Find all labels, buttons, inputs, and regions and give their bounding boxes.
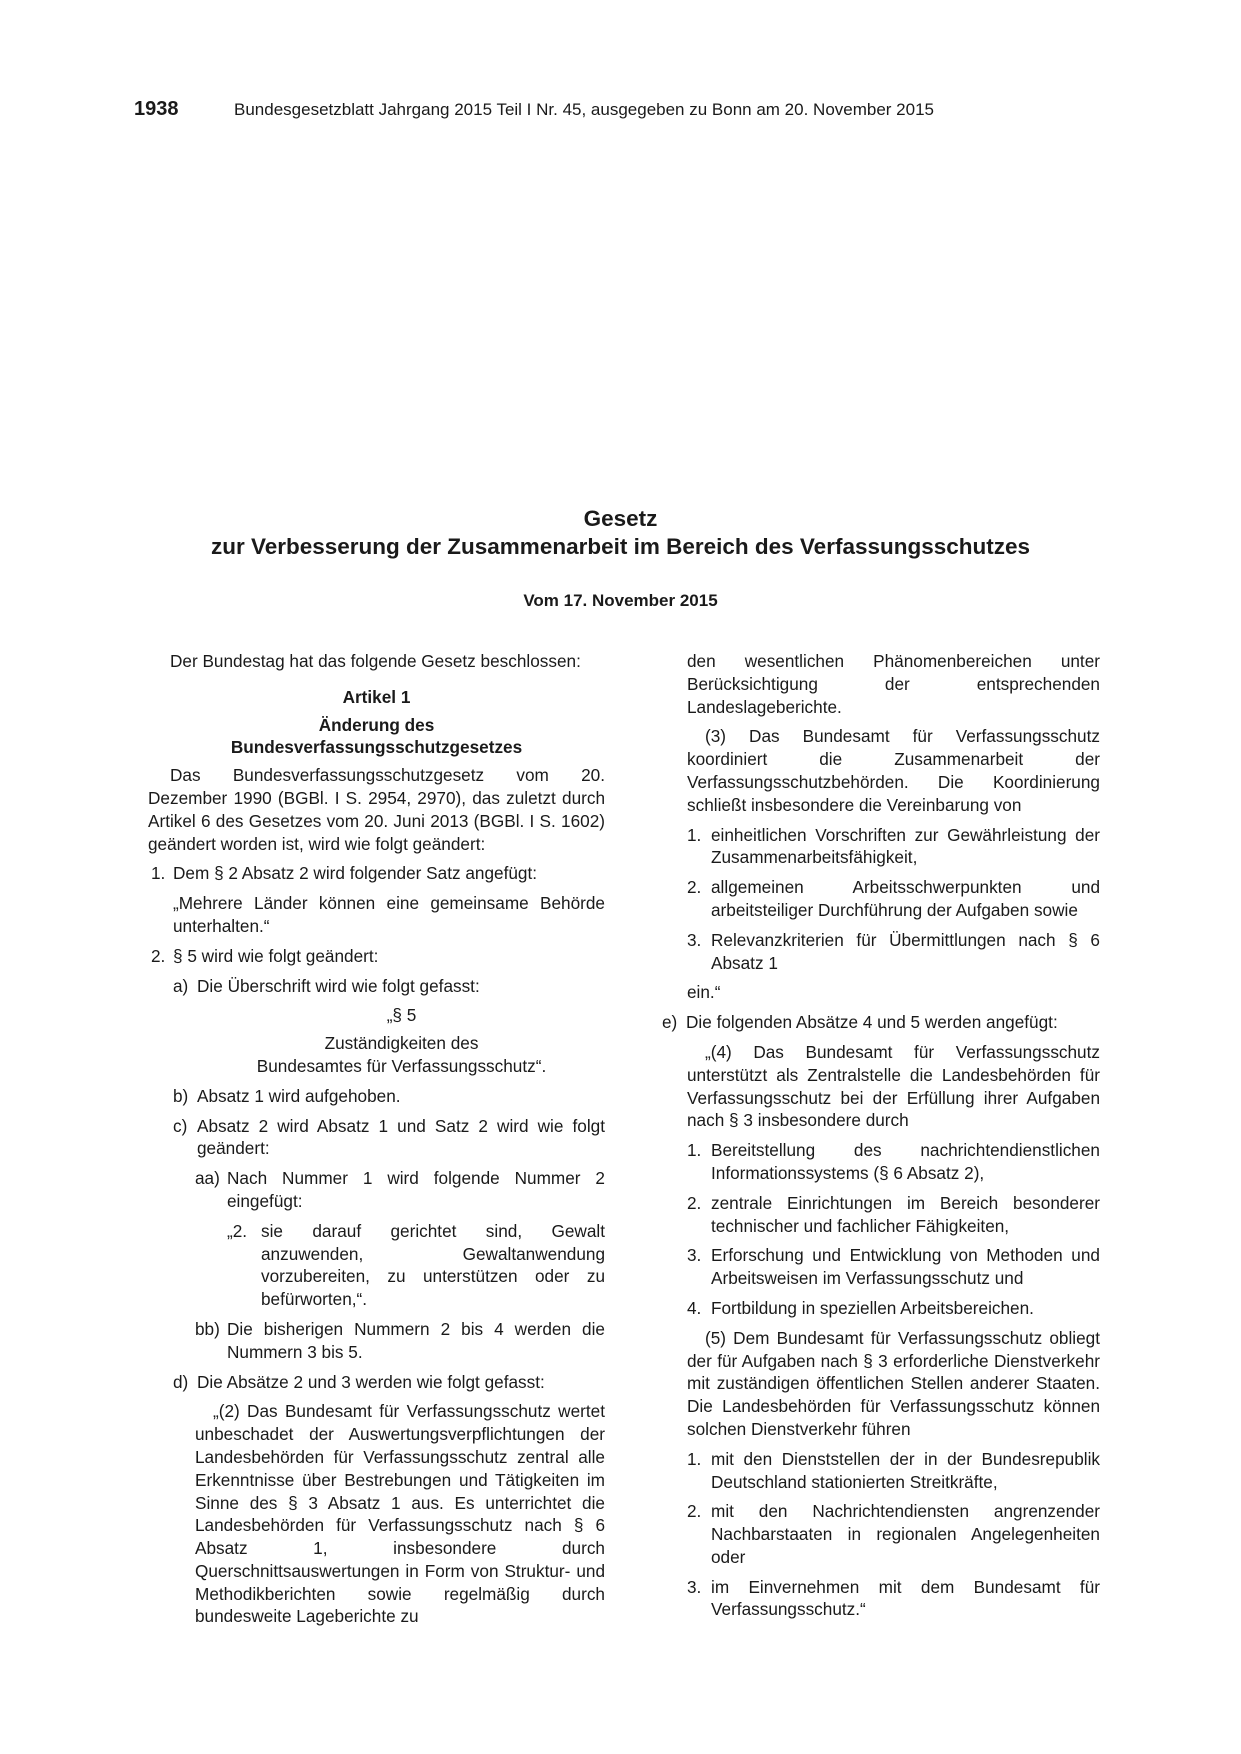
closing-text: ein.“	[687, 982, 721, 1003]
quote-line: Bundesamtes für Verfassungsschutz“.	[256, 1055, 547, 1076]
running-title: Bundesgesetzblatt Jahrgang 2015 Teil I Nr. 45, ausgegeben zu Bonn am 20. November 2015	[234, 100, 934, 119]
item-text: Fortbildung in speziellen Arbeitsbereichen.	[711, 1297, 1034, 1318]
item-letter: c)	[173, 1115, 188, 1136]
list-item	[687, 1244, 1100, 1290]
item-number: 3.	[687, 1245, 702, 1266]
list-item	[173, 975, 605, 998]
law-date: Vom 17. November 2015	[523, 591, 718, 610]
quote-line: „§ 5	[386, 1005, 417, 1026]
quoted-paragraph: „(2) Das Bundesamt für Verfassungsschutz wertet unbeschadet der Auswertungsverpflichtungen der Landesbehörden für Verfassungsschutz zentral alle Erkenntnisse über Bestrebungen und Tätigkeiten im Sinne des § 3 Absatz 1 aus. Es unterrichtet die Landesbehörden für Verfassungsschutz nach § 6 Absatz 1, insbesondere durch Querschnittsauswertungen in Form von Struktur- und Methodikberichten sowie regelmäßig durch bundesweite Lageberichte zu	[195, 1401, 605, 1627]
left-column	[148, 650, 605, 1628]
item-label: bb)	[195, 1318, 220, 1339]
item-text: Nach Nummer 1 wird folgende Nummer 2 eingefügt:	[227, 1168, 605, 1211]
article-subtitle-2: Bundesverfassungsschutzgesetzes	[230, 737, 523, 758]
page-number: 1938	[134, 98, 179, 120]
list-item	[173, 1115, 605, 1161]
item-number: 2.	[687, 1192, 702, 1213]
quote: „Mehrere Länder können eine gemeinsame Behörde unterhalten.“	[173, 893, 605, 936]
item-letter: d)	[173, 1371, 189, 1392]
quote-line: Zuständigkeiten des	[324, 1033, 479, 1054]
law-title-line2: zur Verbesserung der Zusammenarbeit im Bereich des Verfassungsschutzes	[210, 534, 1031, 559]
item-text: mit den Dienststellen der in der Bundesrepublik Deutschland stationierten Streitkräfte,	[711, 1448, 1100, 1492]
list-item	[195, 1167, 605, 1213]
law-title-line1: Gesetz	[583, 506, 658, 531]
item-text: § 5 wird wie folgt geändert:	[173, 945, 379, 966]
preamble: Das Bundesverfassungsschutzgesetz vom 20. Dezember 1990 (BGBl. I S. 2954, 2970), das zuletzt durch Artikel 6 des Gesetzes vom 20. Juni 2013 (BGBl. I S. 1602) geändert worden ist, wird wie folgt geändert:	[148, 765, 605, 854]
paragraph-4: „(4) Das Bundesamt für Verfassungsschutz unterstützt als Zentralstelle die Landesbehörden für Verfassungsschutz bei der Erfüllung ihrer Aufgaben nach § 3 insbesondere durch	[687, 1041, 1100, 1131]
paragraph-3: (3) Das Bundesamt für Verfassungsschutz koordiniert die Zusammenarbeit der Verfassungsschutzbehörden. Die Koordinierung schließt insbesondere die Vereinbarung von	[687, 726, 1100, 815]
list-item	[151, 862, 605, 885]
list-item	[687, 876, 1100, 922]
item-text: mit den Nachrichtendiensten angrenzender Nachbarstaaten in regionalen Angelegenheiten oder	[711, 1501, 1100, 1567]
item-text: im Einvernehmen mit dem Bundesamt für Verfassungsschutz.“	[711, 1576, 1100, 1620]
item-text: Die folgenden Absätze 4 und 5 werden angefügt:	[686, 1012, 1058, 1033]
article-subtitle-1: Änderung des	[318, 714, 435, 735]
enactment-clause: Der Bundestag hat das folgende Gesetz beschlossen:	[170, 651, 581, 671]
item-number: 4.	[687, 1297, 702, 1318]
right-column	[662, 650, 1100, 1621]
list-item	[687, 929, 1100, 975]
item-number: 1.	[687, 1448, 702, 1469]
item-text: Die Überschrift wird wie folgt gefasst:	[197, 975, 480, 996]
law-title-block	[0, 505, 1241, 611]
continued-text: den wesentlichen Phänomenbereichen unter Berücksichtigung der entsprechenden Landeslageberichte.	[687, 651, 1100, 717]
quoted-heading	[198, 1004, 605, 1077]
item-letter: e)	[662, 1012, 678, 1033]
item-number: 2.	[687, 1501, 702, 1522]
list-item	[687, 824, 1100, 870]
item-text: Dem § 2 Absatz 2 wird folgender Satz angefügt:	[173, 863, 538, 884]
article-heading: Artikel 1	[342, 686, 411, 707]
item-text: Erforschung und Entwicklung von Methoden und Arbeitsweisen im Verfassungsschutz und	[711, 1245, 1100, 1289]
item-letter: b)	[173, 1085, 189, 1106]
item-text: sie darauf gerichtet sind, Gewalt anzuwenden, Gewaltanwendung vorzubereiten, zu unterstützen oder zu befürworten,“.	[261, 1220, 605, 1310]
item-number: 2.	[687, 877, 702, 898]
item-label: aa)	[195, 1168, 220, 1189]
list-item	[195, 1318, 605, 1364]
list-item	[662, 1011, 1100, 1034]
list-item	[151, 945, 605, 968]
item-number: 1.	[151, 863, 166, 884]
item-text: zentrale Einrichtungen im Bereich besonderer technischer und fachlicher Fähigkeiten,	[711, 1192, 1100, 1236]
list-item	[687, 1192, 1100, 1238]
item-text: Absatz 1 wird aufgehoben.	[197, 1085, 401, 1106]
item-label: „2.	[227, 1220, 248, 1241]
list-item	[687, 1500, 1100, 1568]
item-number: 3.	[687, 929, 702, 950]
item-letter: a)	[173, 975, 189, 996]
list-item	[687, 1139, 1100, 1185]
item-text: einheitlichen Vorschriften zur Gewährleistung der Zusammenarbeitsfähigkeit,	[711, 824, 1100, 868]
item-text: allgemeinen Arbeitsschwerpunkten und arbeitsteiliger Durchführung der Aufgaben sowie	[711, 877, 1100, 920]
item-number: 1.	[687, 824, 702, 845]
list-item	[227, 1220, 605, 1311]
item-text: Relevanzkriterien für Übermittlungen nach § 6 Absatz 1	[711, 929, 1100, 973]
paragraph-5: (5) Dem Bundesamt für Verfassungsschutz obliegt der für Aufgaben nach § 3 erforderliche Dienstverkehr mit zuständigen öffentlichen Stellen anderer Staaten. Die Landesbehörden für Verfassungsschutz können solchen Dienstverkehr führen	[687, 1327, 1100, 1439]
item-text: Absatz 2 wird Absatz 1 und Satz 2 wird wie folgt geändert:	[197, 1115, 605, 1159]
item-number: 1.	[687, 1140, 702, 1161]
list-item	[687, 1297, 1100, 1320]
list-item	[687, 1448, 1100, 1494]
item-text: Bereitstellung des nachrichtendienstlichen Informationssystems (§ 6 Absatz 2),	[711, 1140, 1100, 1183]
item-text: Die bisherigen Nummern 2 bis 4 werden die Nummern 3 bis 5.	[227, 1318, 605, 1362]
list-item	[173, 1085, 605, 1108]
item-number: 3.	[687, 1576, 702, 1597]
list-item	[173, 1371, 605, 1394]
list-item	[687, 1576, 1100, 1622]
item-number: 2.	[151, 945, 166, 966]
item-text: Die Absätze 2 und 3 werden wie folgt gefasst:	[197, 1371, 545, 1392]
